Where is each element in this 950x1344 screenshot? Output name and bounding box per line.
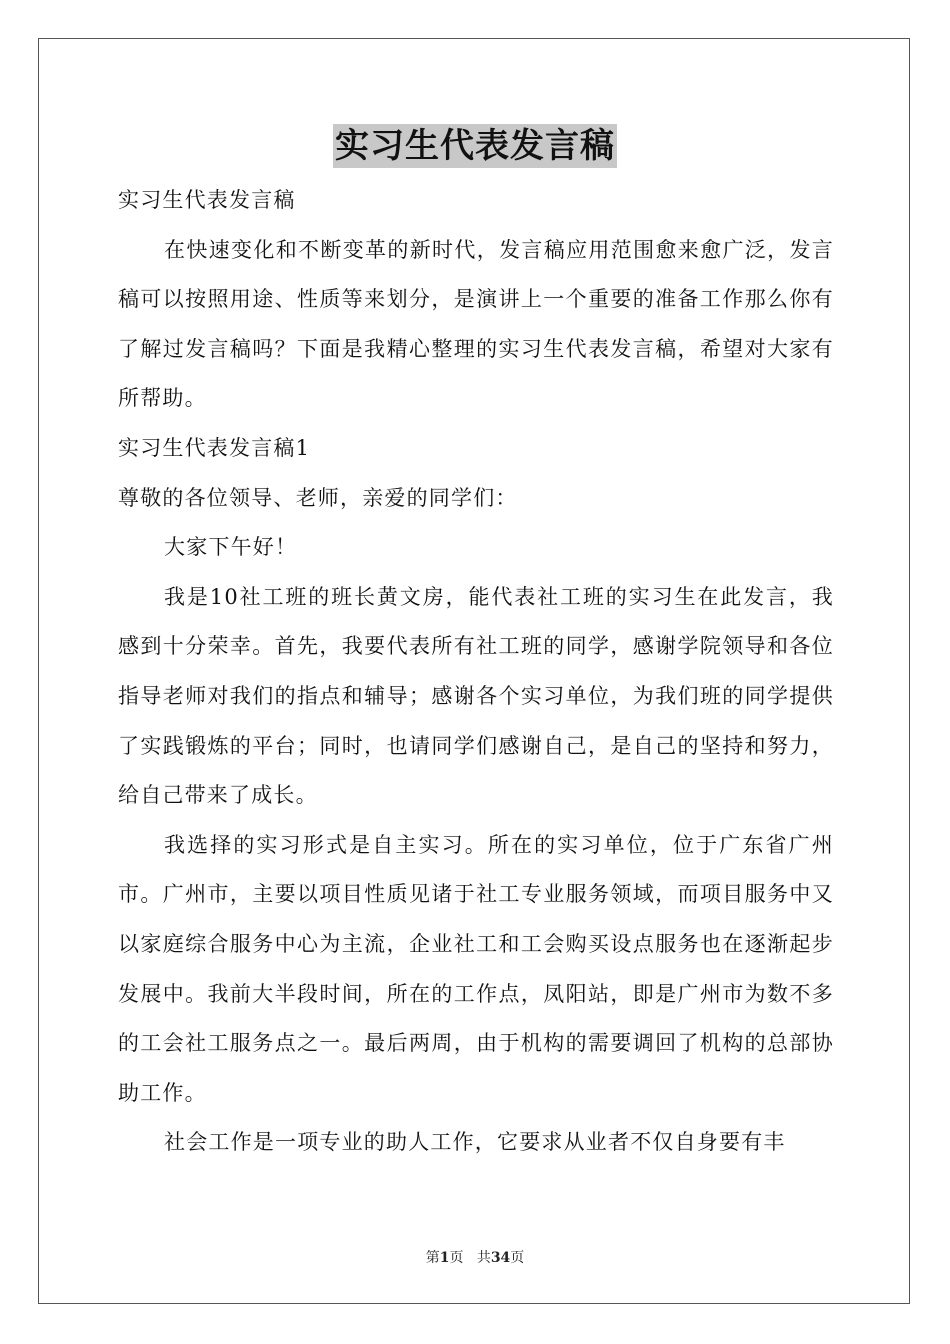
paragraph: 我是10社工班的班长黄文房，能代表社工班的实习生在此发言，我感到十分荣幸。首先，我要代表所有社工班的同学，感谢学院领导和各位指导老师对我们的指点和辅导；感谢各个实习单位，为我们班的同学提供了实践锻炼的平台；同时，也请同学们感谢自己，是自己的坚持和努力，给自己带来了成长。 [118,584,834,808]
paragraph: 尊敬的各位领导、老师，亲爱的同学们： [118,485,518,510]
document-body [118,176,834,1168]
current-page-number: 1 [439,1250,450,1266]
paragraph: 我选择的实习形式是自主实习。所在的实习单位，位于广东省广州市。广州市，主要以项目性质见诸于社工专业服务领域，而项目服务中又以家庭综合服务中心为主流，企业社工和工会购买设点服务也在逐渐起步发展中。我前大半段时间，所在的工作点，凤阳站，即是广州市为数不多的工会社工服务点之一。最后两周，由于机构的需要调回了机构的总部协助工作。 [118,832,834,1105]
paragraph: 实习生代表发言稿 [118,188,296,212]
document-title: 实习生代表发言稿 [335,126,615,166]
page-prefix: 第 [425,1250,440,1266]
paragraph: 大家下午好！ [164,535,298,560]
paragraph: 在快速变化和不断变革的新时代，发言稿应用范围愈来愈广泛，发言稿可以按照用途、性质等来划分，是演讲上一个重要的准备工作那么你有了解过发言稿吗？下面是我精心整理的实习生代表发言稿，希望对大家有所帮助。 [118,237,834,411]
paragraph: 社会工作是一项专业的助人工作，它要求从业者不仅自身要有丰 [164,1130,786,1155]
total-unit: 页 [510,1250,525,1266]
total-page-count: 34 [490,1250,511,1266]
paragraph: 实习生代表发言稿1 [118,435,311,460]
page-unit: 页 [449,1250,464,1266]
total-prefix: 共 [476,1250,491,1266]
title-container [0,124,950,168]
page-footer [0,1248,950,1268]
